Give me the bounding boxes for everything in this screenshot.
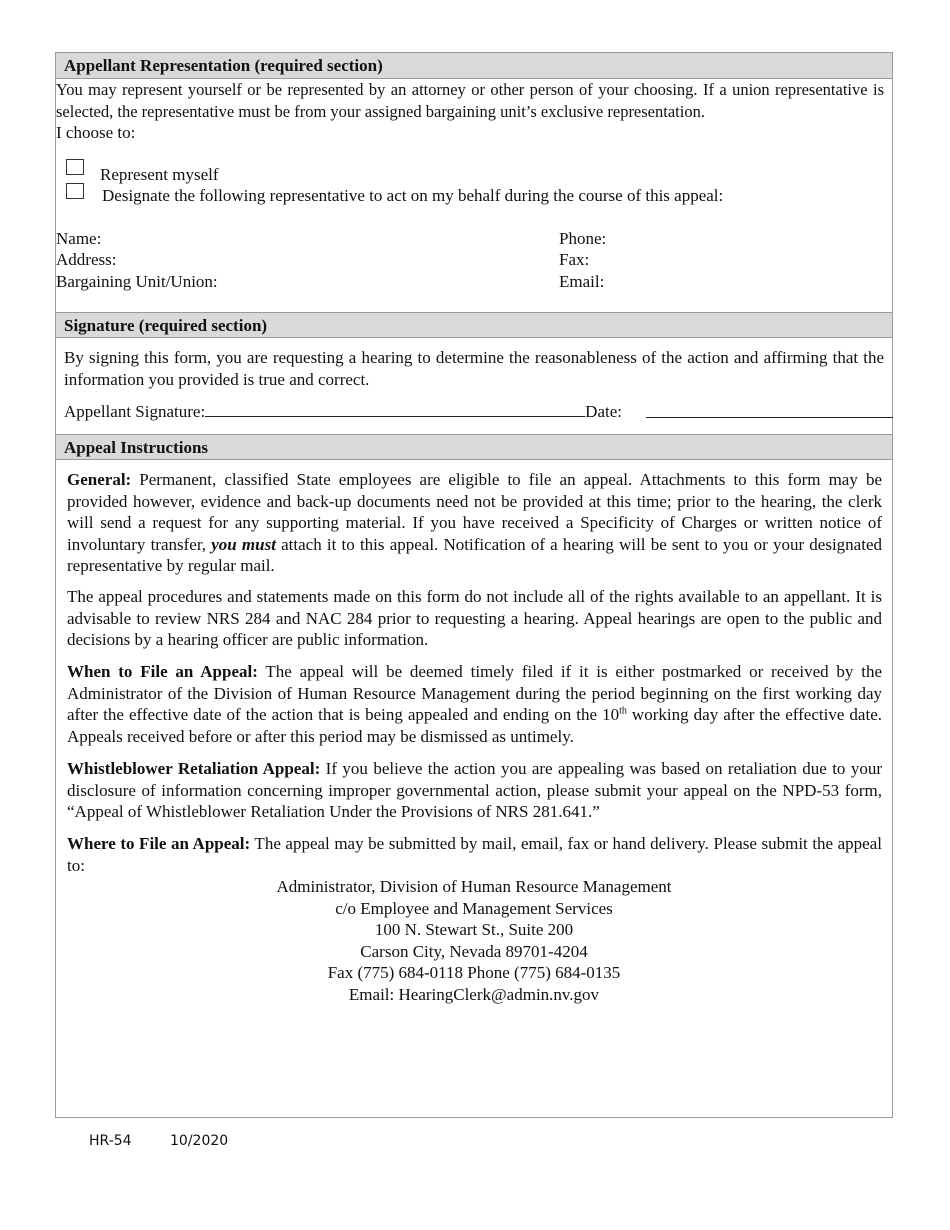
general-emphasis: you must [211, 534, 276, 554]
general-text-2: attach it to this appeal. Notification of a hearing will be sent to you or your designated representative by regular mail. [67, 534, 882, 575]
when-sup: th [619, 705, 627, 717]
appeal-form-frame [55, 52, 893, 1118]
address-line-5: Fax (775) 684-0118 Phone (775) 684-0135 [327, 963, 621, 982]
date-line[interactable] [646, 417, 893, 418]
designate-representative-checkbox[interactable] [66, 183, 84, 199]
form-id: HR-54 [89, 1133, 132, 1149]
address-line-1: Administrator, Division of Human Resource Management [276, 877, 672, 896]
signature-line[interactable] [205, 400, 585, 417]
address-line-4: Carson City, Nevada 89701-4204 [360, 942, 588, 961]
address-line-2: c/o Employee and Management Services [335, 899, 613, 918]
rep-email-label: Email: [559, 272, 605, 291]
signature-header: Signature (required section) [56, 312, 892, 338]
rep-name-label: Name: [56, 229, 102, 248]
when-text-1: The appeal will be deemed timely filed if it is either postmarked or received by the Administrator of the Division of Human Resource Management during the period beginning on the first working day after the effective date of the action that is being appealed and ending on the 10 [67, 662, 883, 724]
signature-row [64, 400, 622, 422]
when-text-2: working day after the effective date. Appeals received before or after this period may be dismissed as untimely. [67, 705, 882, 746]
instructions-header: Appeal Instructions [56, 434, 892, 460]
representation-intro: You may represent yourself or be represented by an attorney or other person of your choosing. If a union representative is selected, the representative must be from your assigned bargaining unit’s exclusive representation. [56, 80, 884, 121]
rep-union-label: Bargaining Unit/Union: [56, 272, 218, 291]
address-email-line: Email: HearingClerk@admin.nv.gov [348, 985, 600, 1004]
where-text: The appeal may be submitted by mail, email, fax or hand delivery. Please submit the appeal to: [67, 834, 882, 875]
procedures-paragraph: The appeal procedures and statements made on this form do not include all of the rights available to an appellant. It is advisable to review NRS 284 and NAC 284 prior to requesting a hearing. Appeal hearings are open to the public and decisions by a hearing officer are public information. [67, 587, 882, 649]
general-paragraph [67, 469, 882, 577]
signature-label: Appellant Signature: [64, 402, 206, 421]
where-label: Where to File an Appeal: [67, 834, 251, 853]
designate-representative-label: Designate the following representative to act on my behalf during the course of this appeal: [102, 186, 724, 205]
when-label: When to File an Appeal: [67, 662, 258, 681]
whistleblower-label: Whistleblower Retaliation Appeal: [67, 759, 321, 778]
form-date: 10/2020 [170, 1133, 229, 1149]
rep-fax-label: Fax: [559, 250, 590, 269]
general-label: General: [67, 470, 132, 489]
rep-address-label: Address: [56, 250, 117, 269]
rep-phone-label: Phone: [559, 229, 607, 248]
whistleblower-text: If you believe the action you are appealing was based on retaliation due to your disclosure of information concerning improper governmental action, please submit your appeal on the NPD-53 form, “Appeal of Whistleblower Retaliation Under the Provisions of NRS 281.641.” [67, 759, 882, 821]
when-to-file-paragraph [67, 661, 882, 747]
address-line-3: 100 N. Stewart St., Suite 200 [374, 920, 574, 939]
general-text-1: Permanent, classified State employees are eligible to file an appeal. Attachments to this form may be provided however, evidence and back-up documents need not be provided at this time; prior to the hearing, the clerk will send a request for any supporting material. If you have received a Specificity of Charges or written notice of involuntary transfer, [67, 470, 882, 554]
signature-text: By signing this form, you are requesting a hearing to determine the reasonableness of the action and affirming that the information you provided is true and correct. [64, 348, 884, 389]
represent-myself-label: Represent myself [100, 165, 219, 184]
representation-header: Appellant Representation (required section) [56, 53, 892, 79]
where-to-file-paragraph [67, 833, 882, 876]
whistleblower-paragraph [67, 758, 882, 823]
represent-myself-checkbox[interactable] [66, 159, 84, 175]
date-label: Date: [585, 402, 622, 421]
choose-label: I choose to: [56, 123, 136, 142]
